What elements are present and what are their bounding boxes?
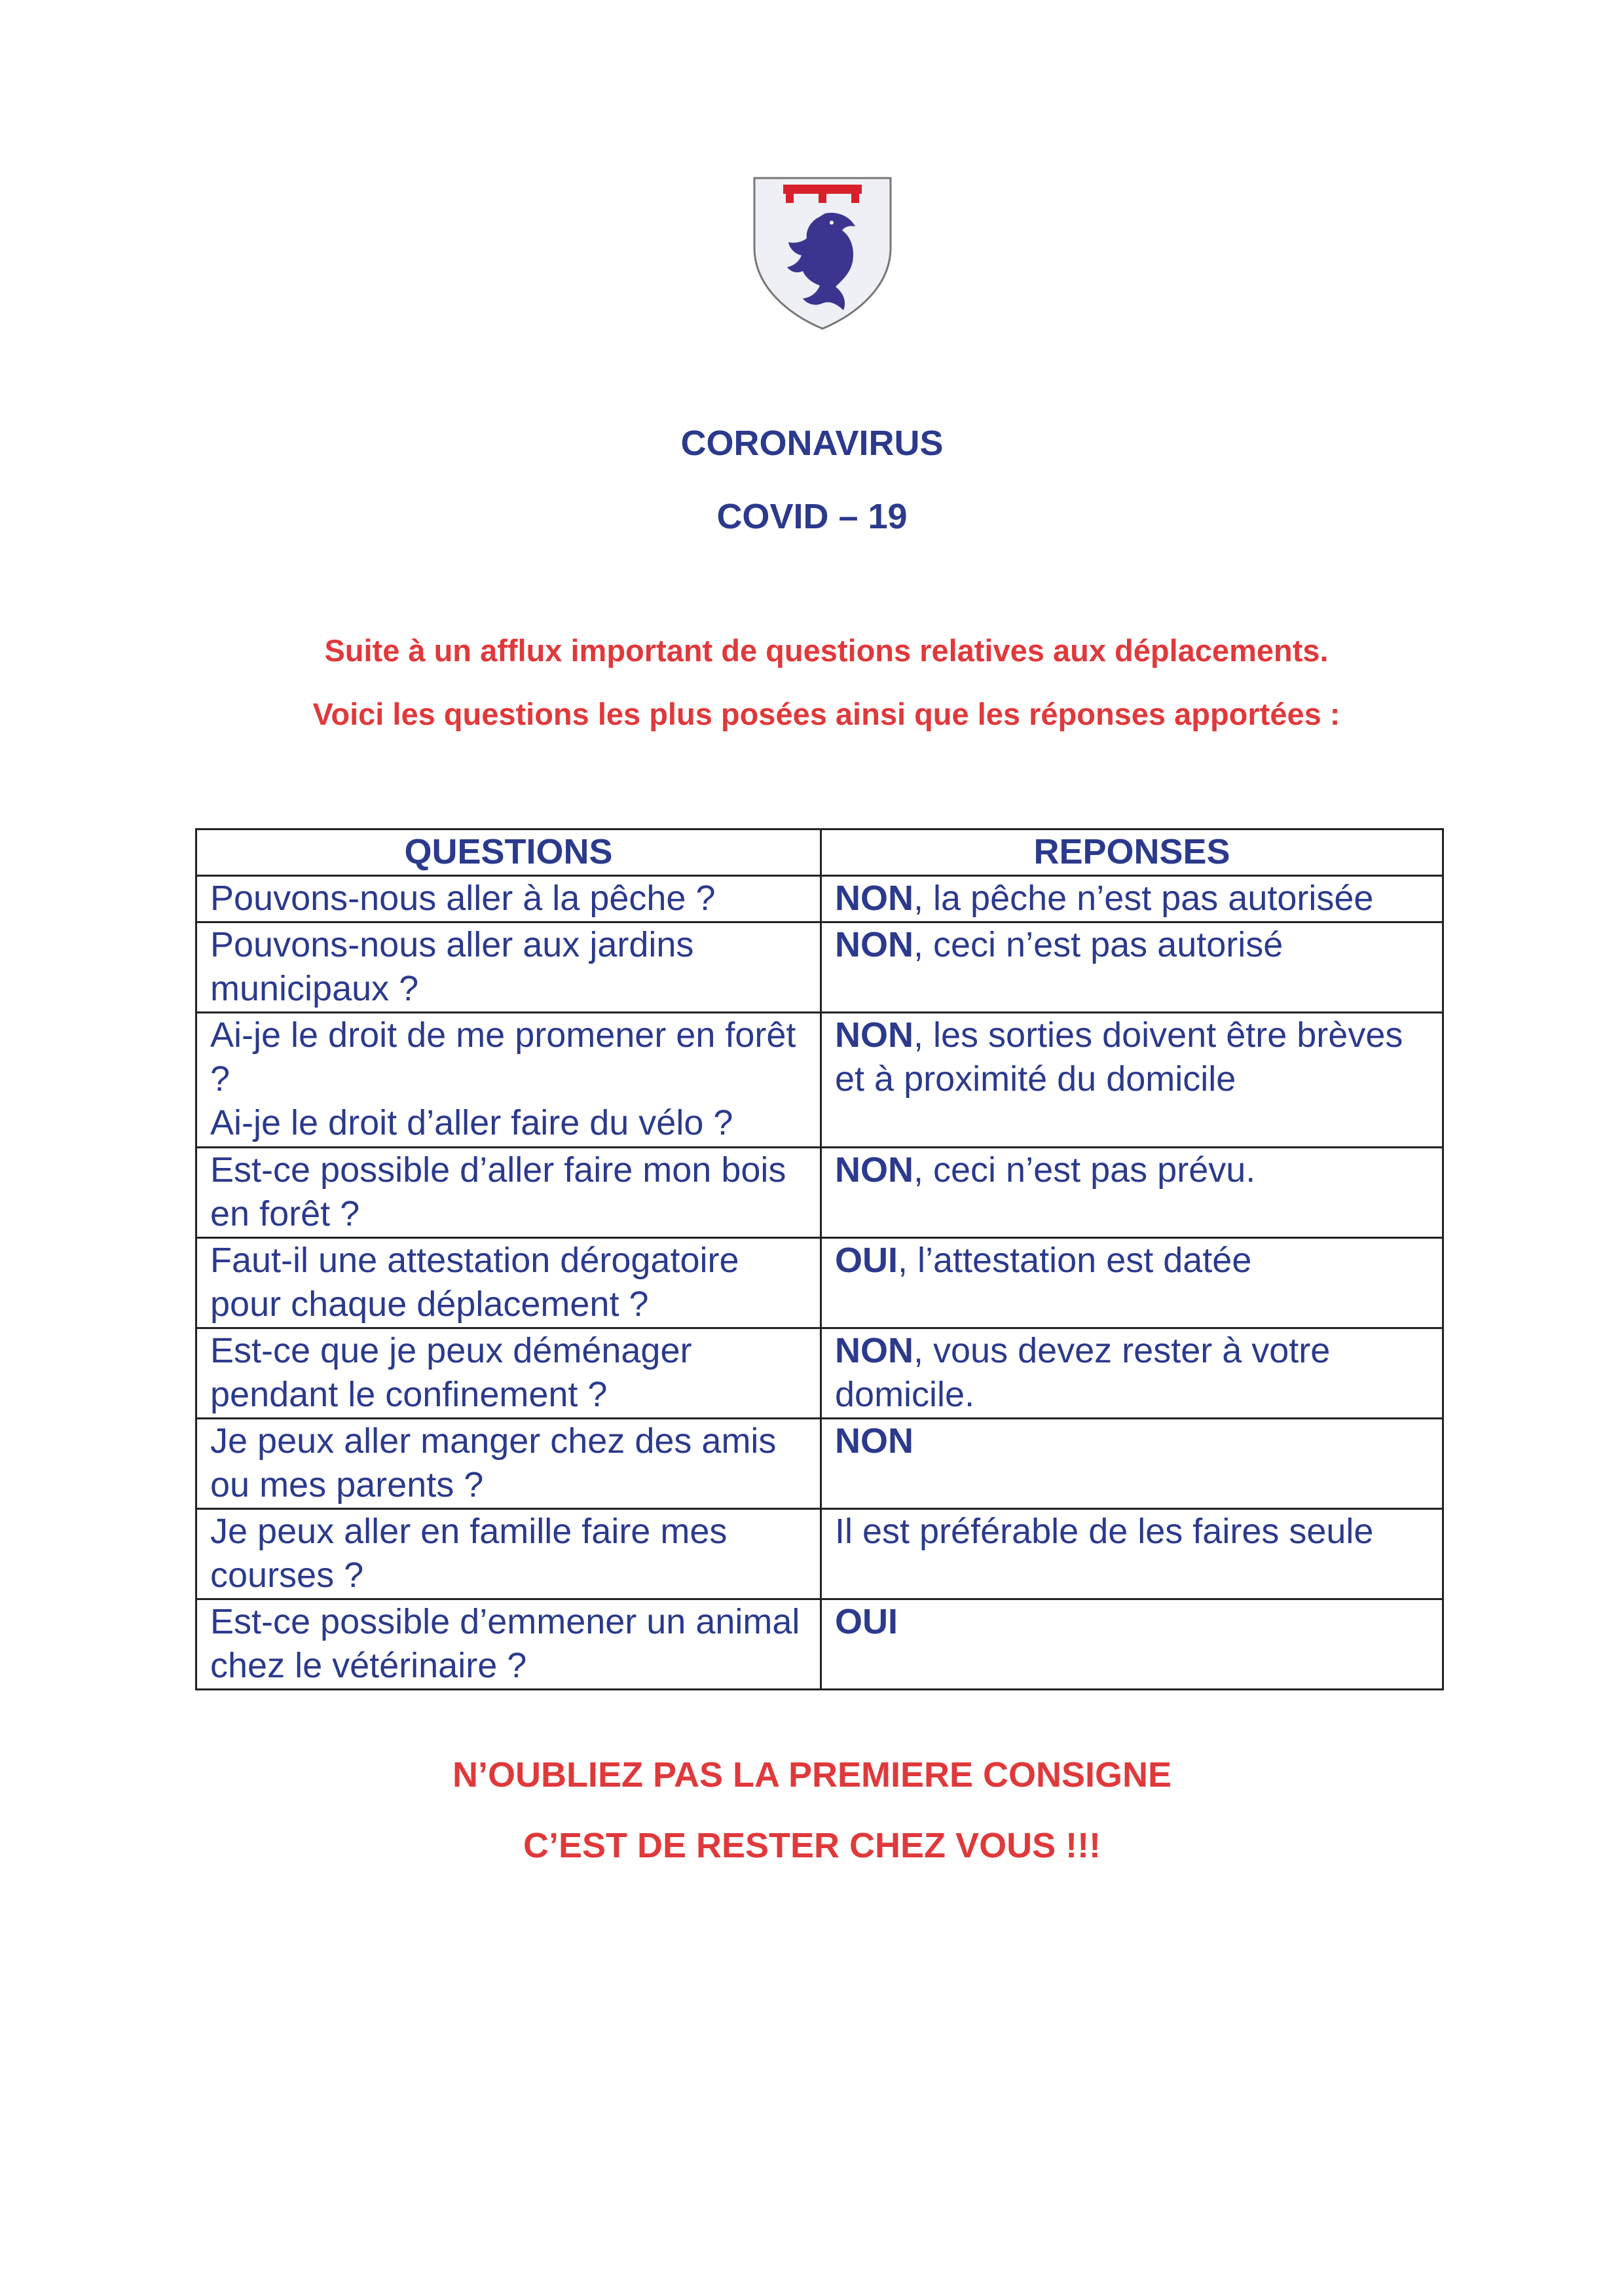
title-covid-19: COVID – 19: [716, 497, 908, 536]
faq-table: [195, 828, 1444, 1690]
answer-keyword: OUI: [835, 1602, 898, 1641]
answer-cell: [821, 1599, 1443, 1690]
answer-cell: [821, 1509, 1443, 1599]
question-cell: Est-ce possible d’emmener un animal chez le vétérinaire ?: [196, 1599, 821, 1690]
answer-text: , les sorties doivent être brèves et à proximité du domicile: [835, 1015, 1403, 1099]
title-coronavirus: CORONAVIRUS: [680, 424, 944, 463]
intro-line-1: Suite à un afflux important de questions relatives aux déplacements.: [324, 633, 1329, 668]
table-row: [196, 1328, 1443, 1419]
intro-line-2: Voici les questions les plus posées ainsi que les réponses apportées :: [312, 697, 1340, 731]
table-row: [196, 922, 1443, 1013]
answer-text: , la pêche n’est pas autorisée: [913, 879, 1374, 918]
answer-cell: [821, 1419, 1443, 1509]
answer-text: Il est préférable de les faires seule: [835, 1512, 1374, 1551]
table-header-row: [196, 829, 1443, 876]
question-cell: Pouvons-nous aller à la pêche ?: [196, 876, 821, 922]
question-cell: Je peux aller manger chez des amis ou mes parents ?: [196, 1419, 821, 1509]
table-row: [196, 1148, 1443, 1238]
header-answers: REPONSES: [821, 829, 1443, 876]
answer-text: , l’attestation est datée: [898, 1241, 1252, 1280]
table-row: [196, 1419, 1443, 1509]
coat-of-arms-logo: [752, 175, 893, 331]
answer-cell: [821, 1148, 1443, 1238]
answer-text: , ceci n’est pas autorisé: [913, 925, 1283, 964]
answer-keyword: NON: [835, 879, 913, 918]
table-row: [196, 1238, 1443, 1328]
question-cell: Est-ce possible d’aller faire mon bois en forêt ?: [196, 1148, 821, 1238]
header-questions: QUESTIONS: [196, 829, 821, 876]
answer-cell: [821, 922, 1443, 1013]
answer-keyword: NON: [835, 1331, 913, 1370]
question-cell: [196, 1013, 821, 1148]
answer-cell: [821, 1238, 1443, 1328]
question-text: Ai-je le droit de me promener en forêt ?: [210, 1015, 796, 1099]
question-cell: Je peux aller en famille faire mes courses ?: [196, 1509, 821, 1599]
answer-keyword: NON: [835, 1015, 913, 1055]
table-row: [196, 1013, 1443, 1148]
answer-keyword: NON: [835, 1421, 913, 1461]
question-text-2: Ai-je le droit d’aller faire du vélo ?: [210, 1103, 733, 1142]
answer-text: , vous devez rester à votre domicile.: [835, 1331, 1331, 1414]
answer-cell: [821, 876, 1443, 922]
question-cell: Est-ce que je peux déménager pendant le confinement ?: [196, 1328, 821, 1419]
answer-keyword: NON: [835, 925, 913, 964]
closing-line-1: N’OUBLIEZ PAS LA PREMIERE CONSIGNE: [452, 1755, 1172, 1795]
answer-text: , ceci n’est pas prévu.: [913, 1150, 1256, 1190]
answer-cell: [821, 1328, 1443, 1419]
table-row: [196, 1599, 1443, 1690]
answer-keyword: NON: [835, 1150, 913, 1190]
question-cell: Faut-il une attestation dérogatoire pour chaque déplacement ?: [196, 1238, 821, 1328]
closing-line-2: C’EST DE RESTER CHEZ VOUS !!!: [523, 1826, 1101, 1865]
question-cell: Pouvons-nous aller aux jardins municipaux ?: [196, 922, 821, 1013]
answer-cell: [821, 1013, 1443, 1148]
table-row: [196, 876, 1443, 922]
answer-keyword: OUI: [835, 1241, 898, 1280]
table-row: [196, 1509, 1443, 1599]
